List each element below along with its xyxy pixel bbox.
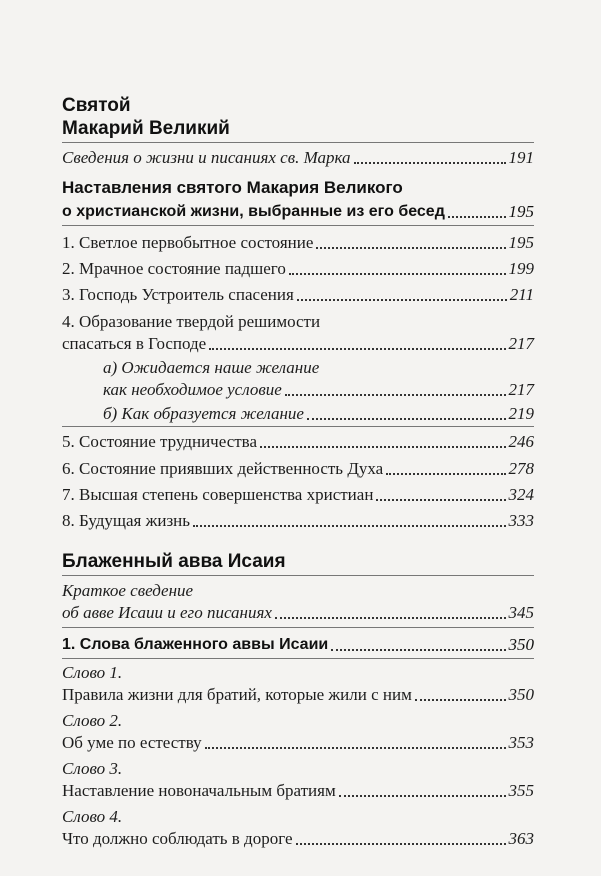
word-label: Слово 4. [62, 807, 123, 826]
dot-leader [354, 162, 506, 164]
toc-entry-title: об авве Исаии и его писаниях [62, 603, 272, 622]
section-title-makarius [62, 94, 230, 140]
toc-entry-title: 7. Высшая степень совершенства христиан [62, 485, 374, 504]
toc-entry-7[interactable] [62, 485, 534, 505]
word-label: Слово 2. [62, 711, 123, 730]
toc-page-number: 345 [508, 603, 534, 622]
dot-leader [209, 348, 505, 350]
toc-page-number: 333 [508, 511, 534, 530]
section-divider [62, 225, 534, 226]
dot-leader [376, 499, 505, 501]
dot-leader [316, 247, 505, 249]
toc-entry-word-4[interactable] [62, 829, 534, 849]
dot-leader [285, 394, 506, 396]
toc-page-number: 246 [508, 432, 534, 451]
toc-entry-title: б) Как образуется желание [103, 404, 304, 423]
toc-page-number: 355 [508, 781, 534, 800]
toc-entry-heading[interactable] [62, 202, 534, 222]
dot-leader [415, 699, 506, 701]
dot-leader [260, 446, 505, 448]
toc-entry-title: 8. Будущая жизнь [62, 511, 191, 530]
toc-entry-word-1[interactable] [62, 685, 534, 705]
toc-page-number: 217 [508, 334, 534, 353]
dot-leader [307, 418, 506, 420]
section-title-line1: Святой [62, 95, 131, 116]
toc-entry-isaiah-intro[interactable] [62, 603, 534, 623]
dot-leader [339, 795, 506, 797]
toc-entry-2[interactable] [62, 259, 534, 279]
dot-leader [289, 273, 506, 275]
toc-page-number: 324 [508, 485, 534, 504]
toc-entry-title: 2. Мрачное состояние падшего [62, 259, 286, 278]
toc-entry-title: Сведения о жизни и писаниях св. Марка [62, 148, 351, 167]
toc-entry-4[interactable] [62, 334, 534, 354]
section-divider [62, 575, 534, 576]
toc-intro-line1: Краткое сведение [62, 581, 194, 600]
toc-entry-title: о христианской жизни, выбранные из его бесед [62, 203, 445, 220]
toc-page-number: 217 [508, 380, 534, 399]
toc-entry-title: 1. Светлое первобытное состояние [62, 233, 314, 252]
toc-entry-title: как необходимое условие [103, 380, 282, 399]
section-divider [62, 426, 534, 427]
dot-leader [448, 216, 506, 218]
dot-leader [386, 473, 505, 475]
toc-page-number: 211 [509, 285, 534, 304]
toc-page-number: 191 [508, 148, 534, 167]
toc-entry-5[interactable] [62, 432, 534, 452]
dot-leader [296, 843, 506, 845]
toc-entry-title: 6. Состояние приявших действенность Духа [62, 459, 384, 478]
toc-entry-1[interactable] [62, 233, 534, 253]
toc-entry-title: 1. Слова блаженного аввы Исаии [62, 636, 329, 653]
toc-entry-intro[interactable] [62, 148, 534, 168]
section-title-isaiah: Блаженный авва Исаия [62, 551, 286, 572]
toc-sub-a[interactable] [103, 380, 534, 400]
toc-entry-word-3[interactable] [62, 781, 534, 801]
toc-sub-b[interactable] [103, 404, 534, 424]
toc-entry-isaiah-words[interactable] [62, 635, 534, 655]
toc-page-number: 353 [508, 733, 534, 752]
toc-page-number: 350 [508, 685, 534, 704]
section-divider [62, 658, 534, 659]
toc-page-number: 219 [508, 404, 534, 423]
section-divider [62, 142, 534, 143]
toc-page-number: 195 [508, 233, 534, 252]
toc-page-number: 350 [508, 635, 534, 654]
toc-entry-6[interactable] [62, 459, 534, 479]
toc-entry-title: 3. Господь Устроитель спасения [62, 285, 294, 304]
toc-entry-title: 5. Состояние трудничества [62, 432, 258, 451]
toc-page-number: 199 [508, 259, 534, 278]
toc-heading-line1: Наставления святого Макария Великого [62, 178, 403, 197]
toc-page-number: 195 [508, 202, 534, 221]
dot-leader [275, 617, 506, 619]
section-title-line2: Макарий Великий [62, 118, 230, 139]
toc-page-number: 363 [508, 829, 534, 848]
dot-leader [297, 299, 507, 301]
toc-entry-8[interactable] [62, 511, 534, 531]
dot-leader [205, 747, 506, 749]
dot-leader [331, 649, 505, 651]
toc-sub-a-line1: а) Ожидается наше желание [103, 358, 320, 377]
toc-entry-4-line1: 4. Образование твердой решимости [62, 312, 321, 331]
toc-entry-title: Правила жизни для братий, которые жили с ним [62, 685, 412, 704]
toc-entry-title: Наставление новоначальным братиям [62, 781, 336, 800]
word-label: Слово 1. [62, 663, 123, 682]
toc-entry-word-2[interactable] [62, 733, 534, 753]
toc-entry-title: Об уме по естеству [62, 733, 202, 752]
toc-entry-3[interactable] [62, 285, 534, 305]
dot-leader [193, 525, 505, 527]
toc-entry-title: Что должно соблюдать в дороге [62, 829, 293, 848]
section-divider [62, 627, 534, 628]
toc-entry-title: спасаться в Господе [62, 334, 207, 353]
word-label: Слово 3. [62, 759, 123, 778]
toc-page-number: 278 [508, 459, 534, 478]
